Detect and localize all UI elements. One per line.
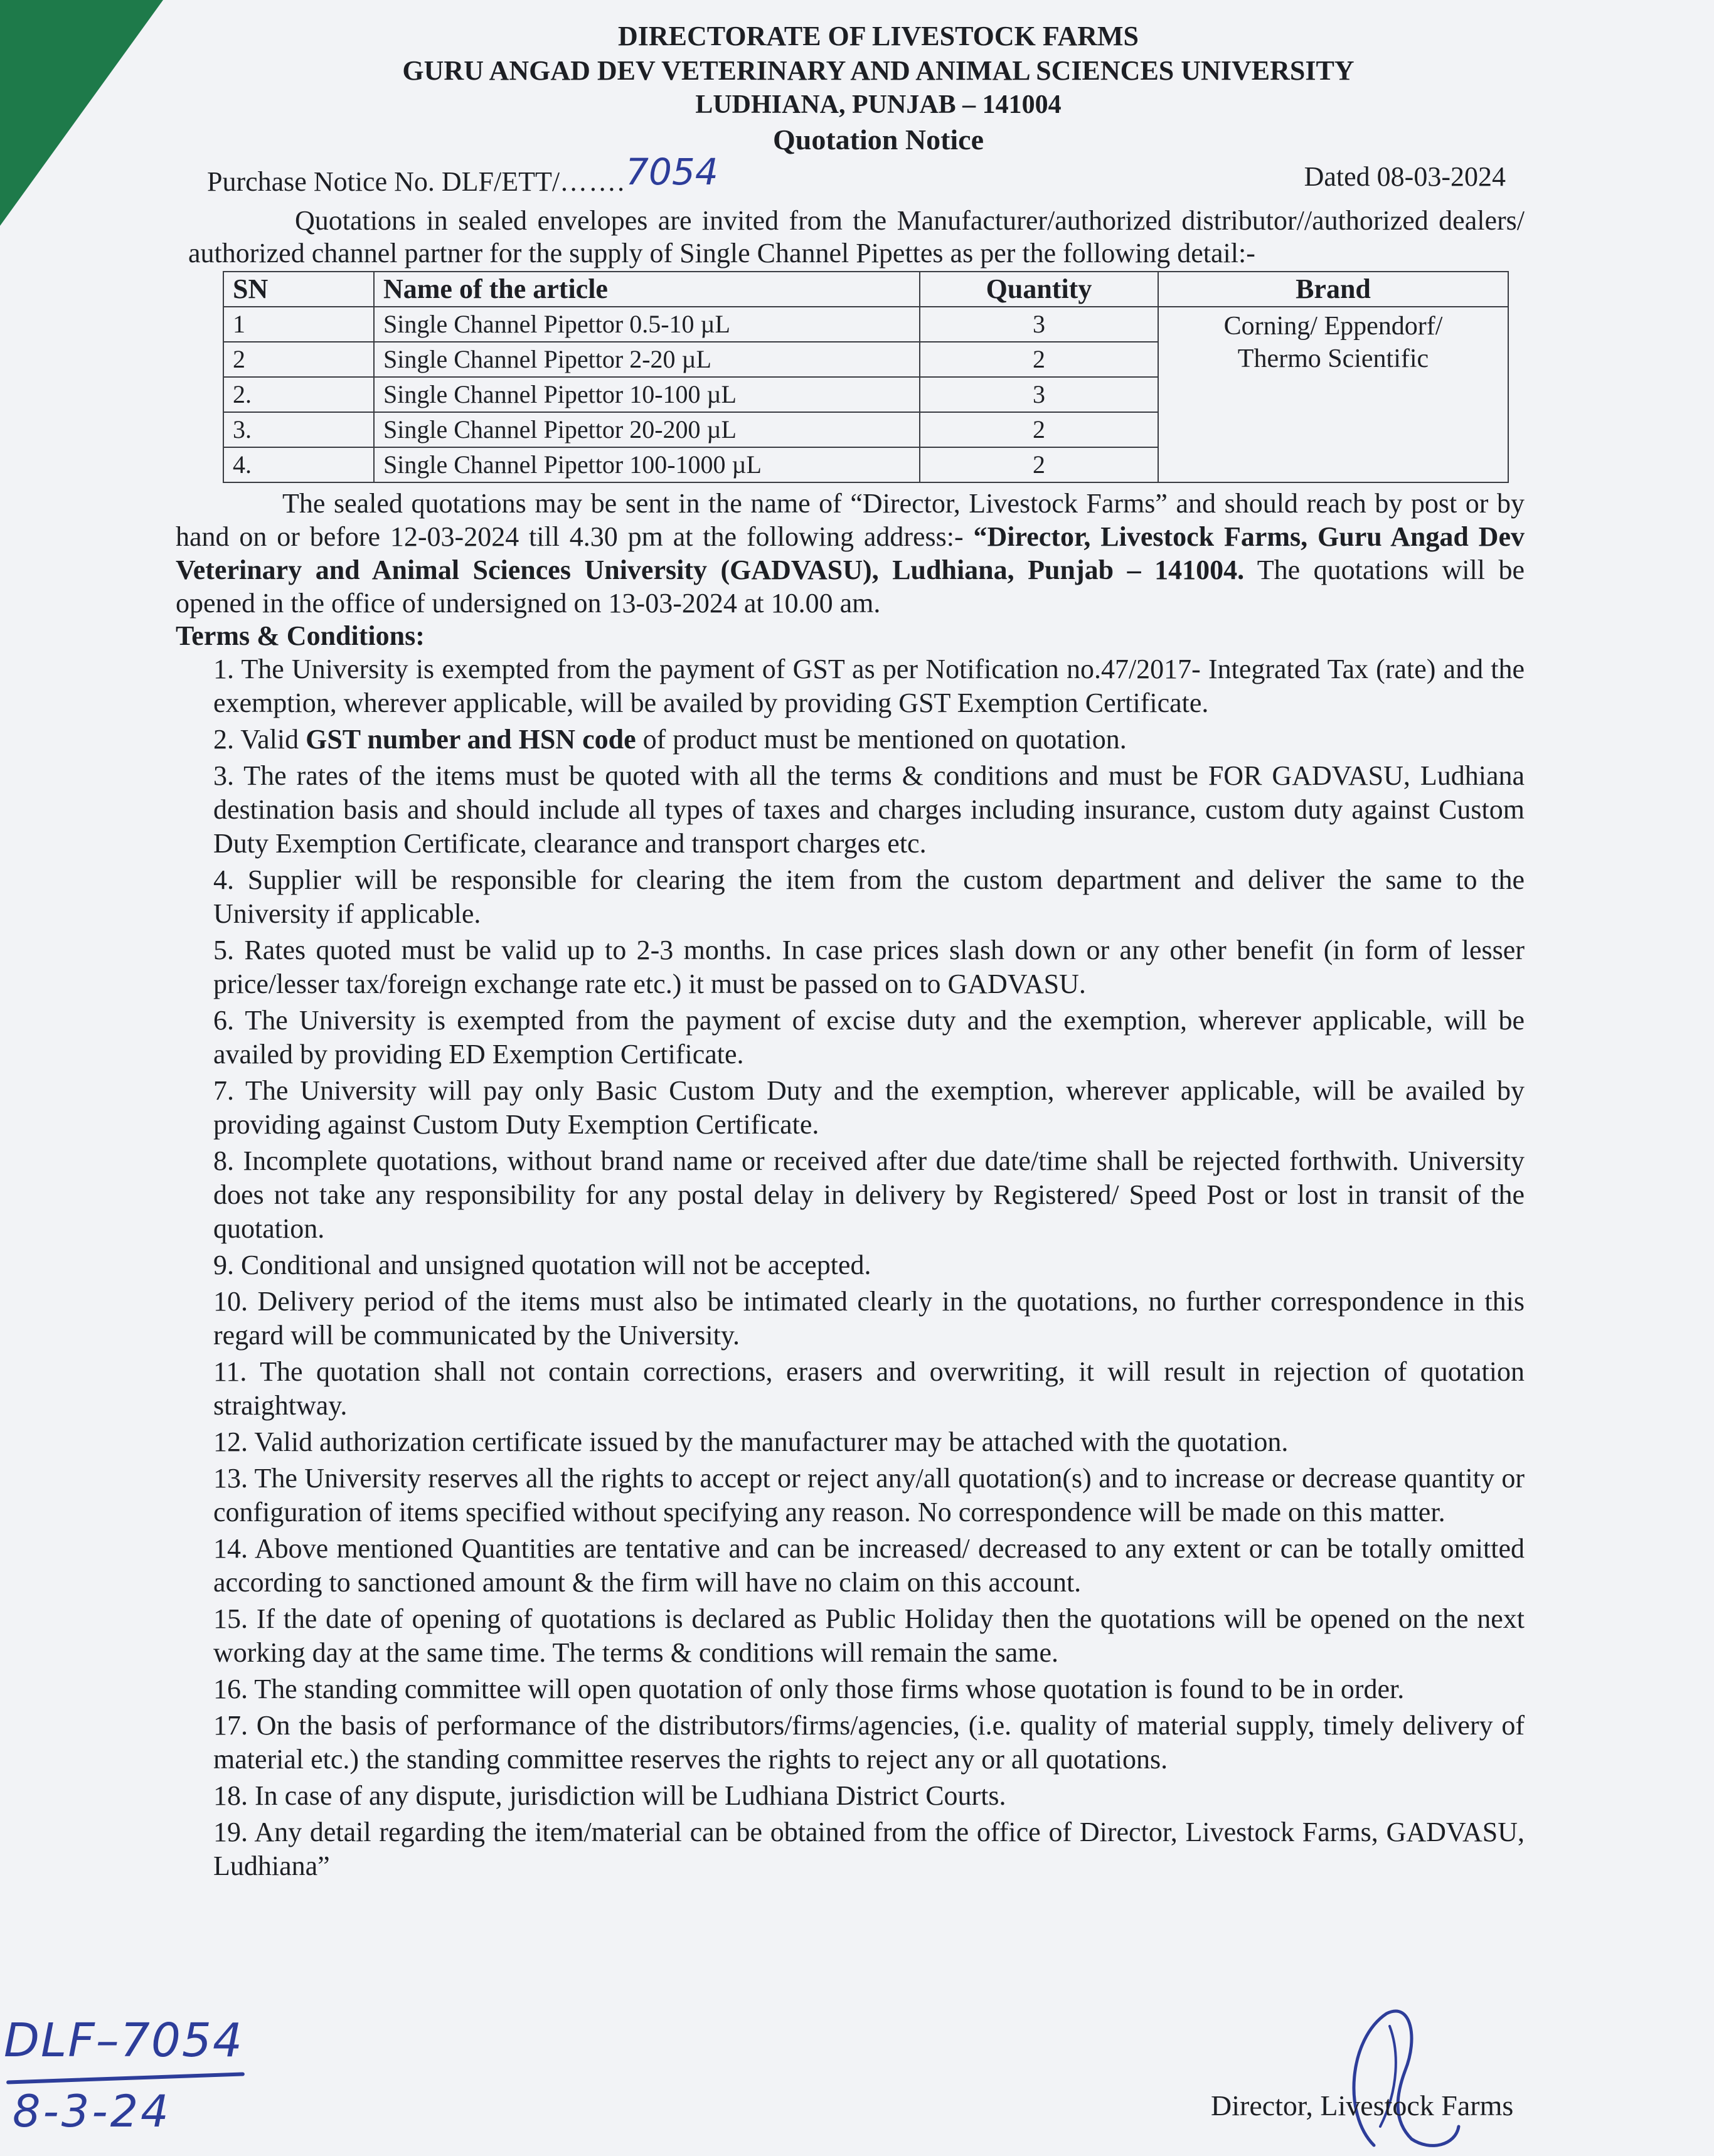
term-item: 6. The University is exempted from the payment of excise duty and the exemption, wherever applicable, will be availed by providing ED Exemption Certificate. xyxy=(213,1005,1525,1070)
signatory-designation: Director, Livestock Farms xyxy=(1211,2090,1514,2121)
cell-brand xyxy=(1158,307,1508,482)
letterhead xyxy=(188,19,1568,157)
handwritten-reference-note xyxy=(0,2007,263,2156)
green-background-corner xyxy=(0,0,163,226)
notice-date: Dated 08-03-2024 xyxy=(1304,161,1506,192)
term-item: 12. Valid authorization certificate issued by the manufacturer may be attached with the quotation. xyxy=(213,1426,1289,1457)
cell-sn: 2 xyxy=(223,342,374,377)
directorate-title: DIRECTORATE OF LIVESTOCK FARMS xyxy=(617,21,1139,51)
handwritten-underline xyxy=(6,2072,245,2084)
term-2-bold-text: GST number and HSN code xyxy=(306,724,636,755)
cell-sn: 3. xyxy=(223,412,374,447)
submission-address: “Director, Livestock Farms, Guru Angad Dev Veterinary and Animal Sciences University (GADVASU), Ludhiana, Punjab – 141004. xyxy=(176,521,1525,585)
term-item: 5. Rates quoted must be valid up to 2-3 months. In case prices slash down or any other benefit (in form of lesser price/lesser tax/foreign exchange rate etc.) it must be passed on to GADVASU. xyxy=(213,935,1525,999)
term-2-text-end: of product must be mentioned on quotation. xyxy=(636,724,1127,755)
term-item: 9. Conditional and unsigned quotation will not be accepted. xyxy=(213,1250,871,1280)
submission-text-2: The quotations will be opened in the office of undersigned on 13-03-2024 at 10.00 am. xyxy=(176,555,1525,619)
notice-reference-line xyxy=(188,151,1568,197)
header-sn: SN xyxy=(223,272,374,307)
cell-sn: 1 xyxy=(223,307,374,342)
intro-paragraph: Quotations in sealed envelopes are invited from the Manufacturer/authorized distributor//authorized dealers/ authorized channel partner for the supply of Single Channel Pipettes as per the following detail:- xyxy=(188,205,1525,268)
university-address: LUDHIANA, PUNJAB – 141004 xyxy=(695,90,1062,119)
quotation-notice-document xyxy=(176,19,1568,1886)
handwritten-reference: DLF–7054 xyxy=(4,2014,244,2068)
term-item: 3. The rates of the items must be quoted with all the terms & conditions and must be FOR GADVASU, Ludhiana destination basis and should include all types of taxes and charges including insurance, custom duty against Custom Duty Exemption Certificate, clearance and transport charges etc. xyxy=(213,760,1525,859)
cell-quantity: 3 xyxy=(920,307,1158,342)
header-quantity: Quantity xyxy=(920,272,1158,307)
cell-article-name: Single Channel Pipettor 10-100 µL xyxy=(374,377,920,412)
brand-line: Thermo Scientific xyxy=(1237,344,1429,373)
signature-icon xyxy=(1336,2001,1462,2152)
terms-heading: Terms & Conditions: xyxy=(176,620,425,651)
cell-quantity: 2 xyxy=(920,412,1158,447)
table-header-row xyxy=(223,272,1508,307)
cell-quantity: 2 xyxy=(920,447,1158,482)
header-article-name: Name of the article xyxy=(374,272,920,307)
cell-article-name: Single Channel Pipettor 100-1000 µL xyxy=(374,447,920,482)
table-row xyxy=(223,307,1508,342)
term-item: 15. If the date of opening of quotations is declared as Public Holiday then the quotations will be opened on the next working day at the same time. The terms & conditions will remain the same. xyxy=(213,1603,1525,1668)
term-item: 19. Any detail regarding the item/material can be obtained from the office of Director, Livestock Farms, GADVASU, Ludhiana” xyxy=(213,1817,1525,1881)
term-item: 7. The University will pay only Basic Custom Duty and the exemption, wherever applicable, will be availed by providing against Custom Duty Exemption Certificate. xyxy=(213,1075,1525,1140)
cell-sn: 4. xyxy=(223,447,374,482)
cell-quantity: 3 xyxy=(920,377,1158,412)
term-item: 16. The standing committee will open quotation of only those firms whose quotation is found to be in order. xyxy=(213,1674,1405,1704)
term-item: 1. The University is exempted from the payment of GST as per Notification no.47/2017- Integrated Tax (rate) and the exemption, wherever applicable, will be availed by providing GST Exemption Certificate. xyxy=(213,654,1525,718)
term-item: 13. The University reserves all the rights to accept or reject any/all quotation(s) and to increase or decrease quantity or configuration of items specified without specifying any reason. No correspondence will be made on this matter. xyxy=(213,1463,1525,1527)
notice-dots: ……. xyxy=(560,166,626,197)
term-item: 11. The quotation shall not contain corrections, erasers and overwriting, it will result in rejection of quotation straightway. xyxy=(213,1356,1525,1421)
header-brand: Brand xyxy=(1158,272,1508,307)
items-table xyxy=(223,271,1509,483)
term-item xyxy=(213,723,1525,757)
document-title: Quotation Notice xyxy=(772,124,984,156)
submission-paragraph xyxy=(176,487,1525,620)
university-name: GURU ANGAD DEV VETERINARY AND ANIMAL SCIENCES UNIVERSITY xyxy=(402,55,1355,86)
handwritten-date: 8-3-24 xyxy=(13,2086,171,2137)
notice-prefix: Purchase Notice No. DLF/ETT/ xyxy=(207,166,560,197)
term-item: 4. Supplier will be responsible for clearing the item from the custom department and deliver the same to the University if applicable. xyxy=(213,864,1525,929)
cell-article-name: Single Channel Pipettor 0.5-10 µL xyxy=(374,307,920,342)
term-item: 18. In case of any dispute, jurisdiction will be Ludhiana District Courts. xyxy=(213,1780,1006,1811)
term-item: 10. Delivery period of the items must also be intimated clearly in the quotations, no further correspondence in this regard will be communicated by the University. xyxy=(213,1286,1525,1351)
cell-sn: 2. xyxy=(223,377,374,412)
submission-text-1: The sealed quotations may be sent in the name of “Director, Livestock Farms” and should reach by post or by hand on or before 12-03-2024 till 4.30 pm at the following address:- xyxy=(176,488,1525,552)
cell-quantity: 2 xyxy=(920,342,1158,377)
handwritten-notice-number: 7054 xyxy=(625,151,718,193)
term-item: 8. Incomplete quotations, without brand name or received after due date/time shall be rejected forthwith. University does not take any responsibility for any postal delay in delivery by Registered/ Speed Post or lost in transit of the quotation. xyxy=(213,1145,1525,1244)
cell-article-name: Single Channel Pipettor 20-200 µL xyxy=(374,412,920,447)
term-2-text: 2. Valid xyxy=(213,724,306,755)
term-item: 14. Above mentioned Quantities are tentative and can be increased/ decreased to any extent or can be totally omitted according to sanctioned amount & the firm will have no claim on this account. xyxy=(213,1533,1525,1598)
brand-line: Corning/ Eppendorf/ xyxy=(1223,312,1443,341)
purchase-notice-number xyxy=(207,151,718,199)
terms-list xyxy=(213,652,1525,1883)
cell-article-name: Single Channel Pipettor 2-20 µL xyxy=(374,342,920,377)
term-item: 17. On the basis of performance of the distributors/firms/agencies, (i.e. quality of material supply, timely delivery of material etc.) the standing committee reserves the rights to reject any or all quotations. xyxy=(213,1710,1525,1775)
